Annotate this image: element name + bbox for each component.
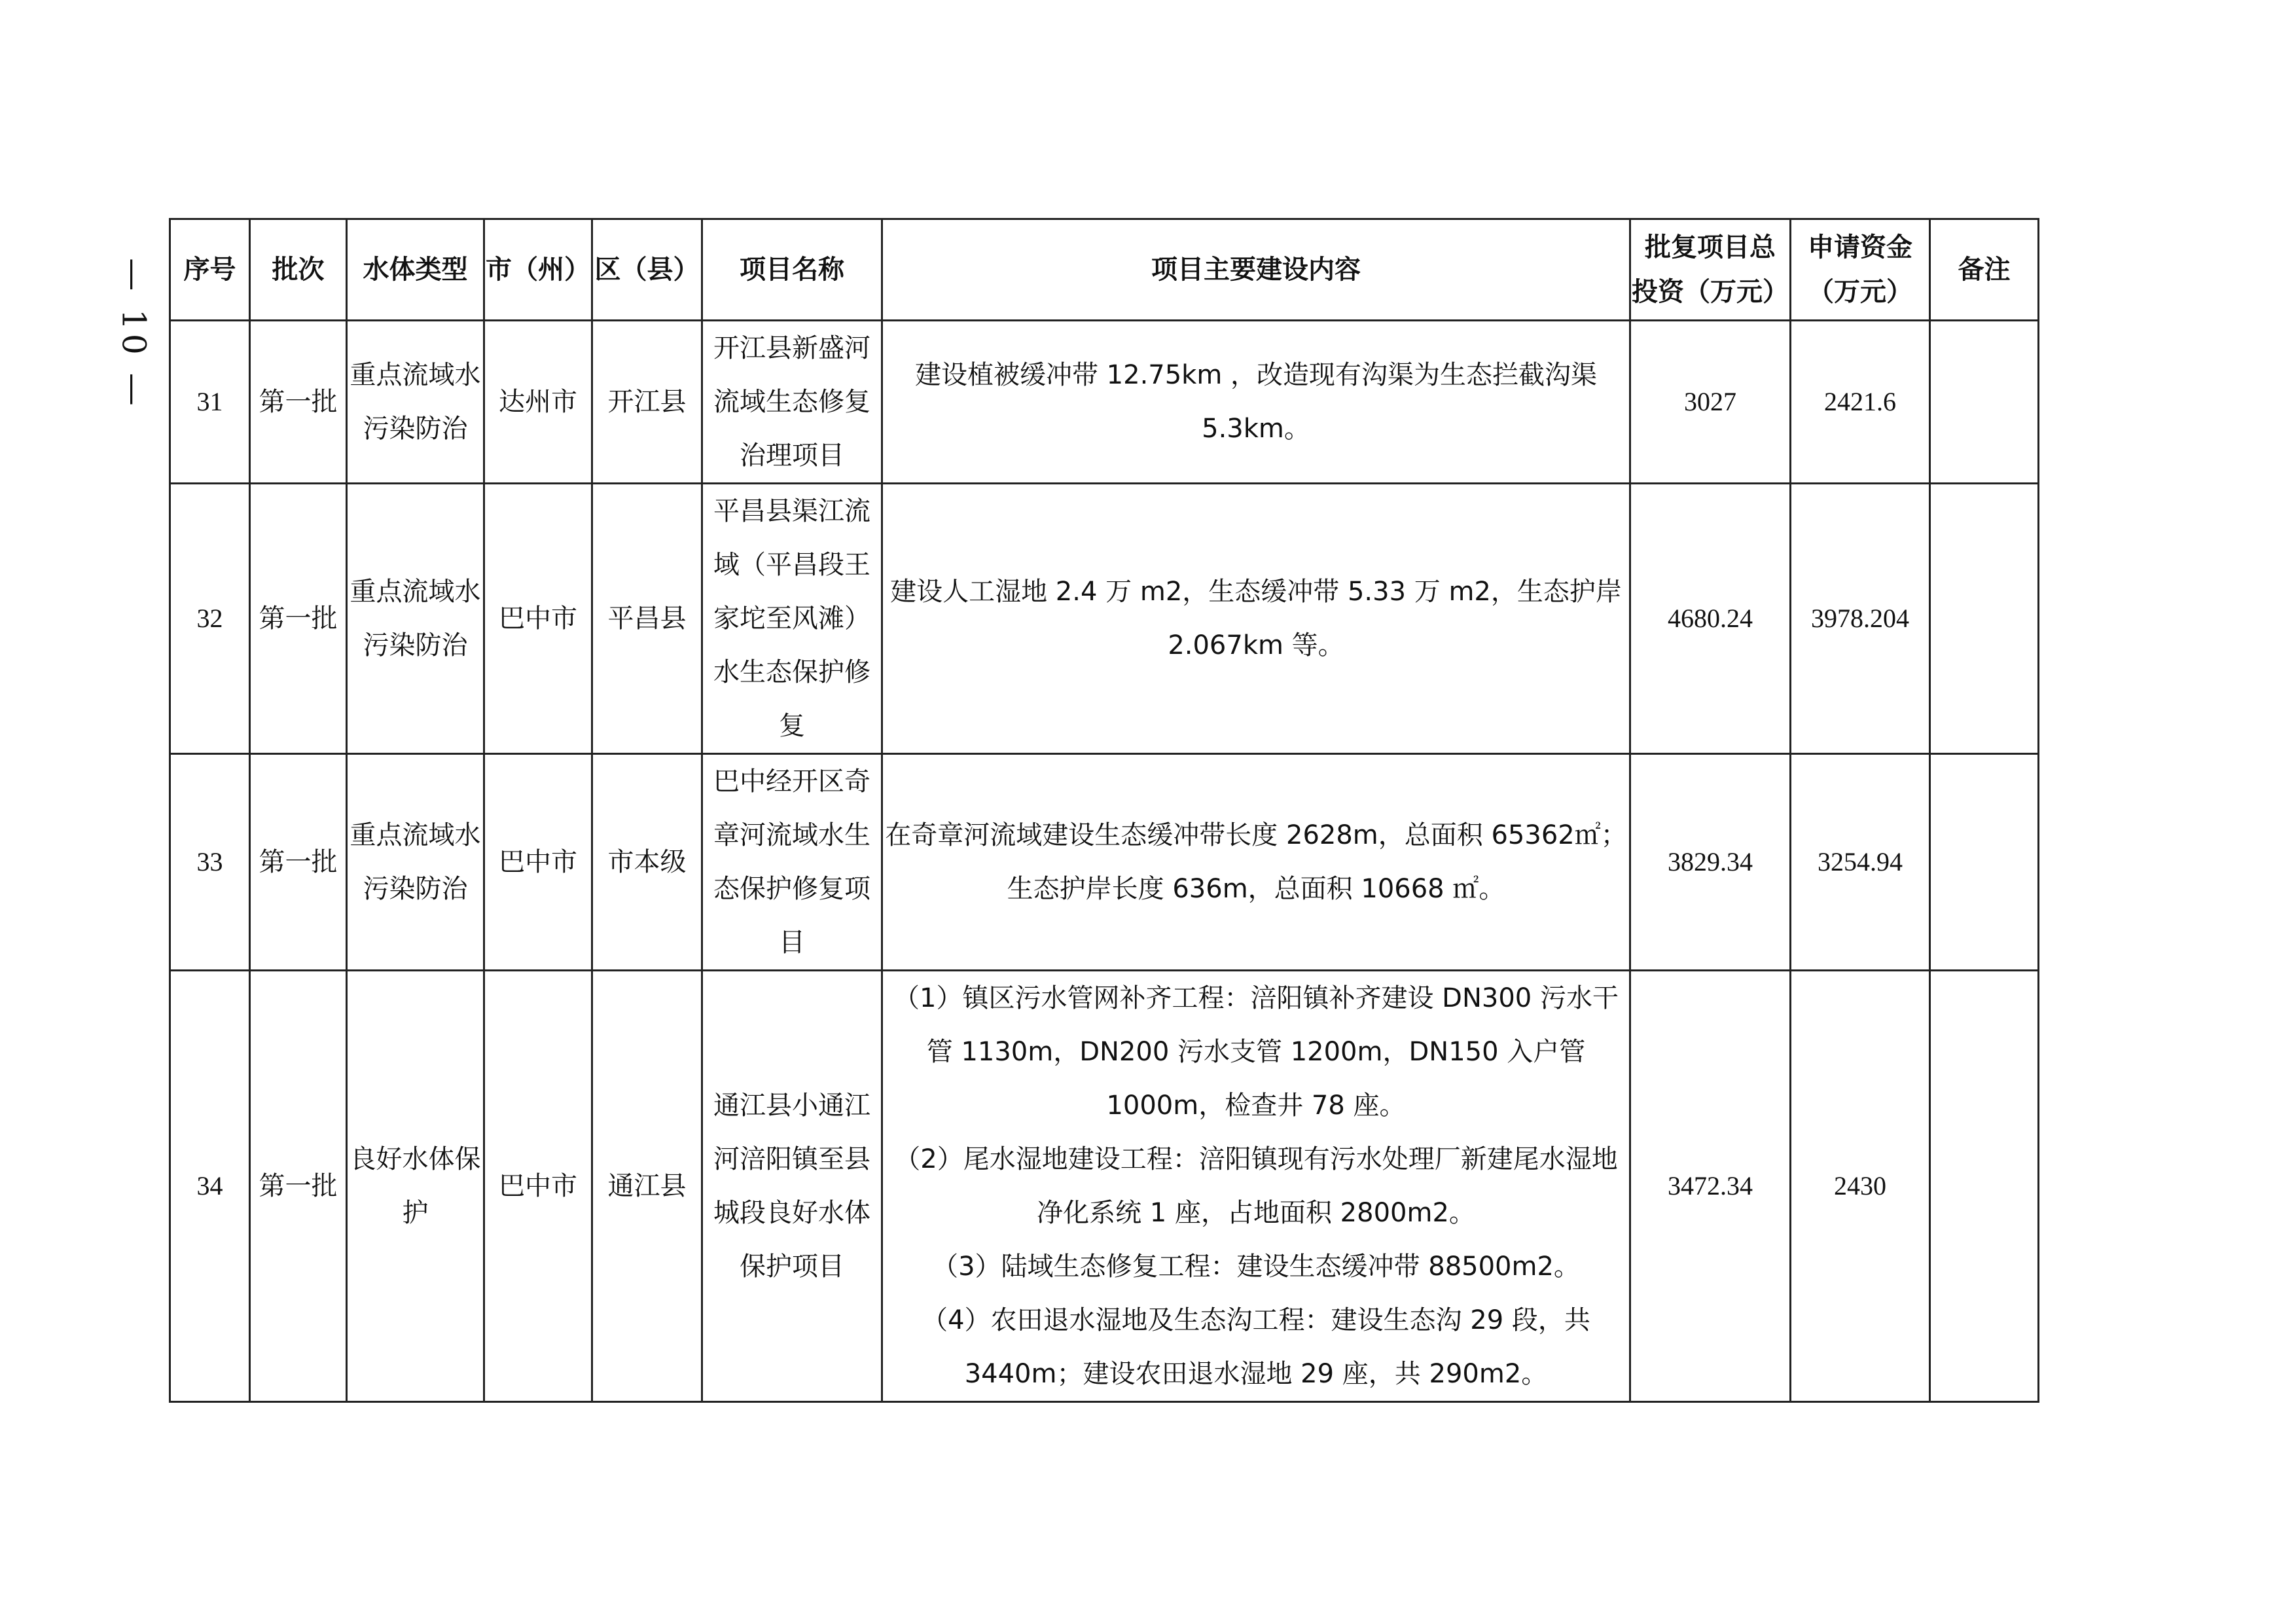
header-project-name: 项目名称 [702,219,882,321]
table-row [170,971,2039,1402]
header-remarks: 备注 [1930,219,2039,321]
cell-investment: 4680.24 [1630,484,1791,754]
cell-water-type: 良好水体保护 [347,971,484,1402]
cell-funds: 3254.94 [1791,754,1930,971]
cell-funds: 2430 [1791,971,1930,1402]
header-city: 市（州） [484,219,592,321]
header-content: 项目主要建设内容 [882,219,1630,321]
header-seq: 序号 [170,219,250,321]
cell-content [882,484,1630,754]
cell-project-name: 巴中经开区奇章河流域水生态保护修复项目 [702,754,882,971]
cell-remarks [1930,971,2039,1402]
cell-city: 巴中市 [484,971,592,1402]
header-county: 区（县） [592,219,702,321]
header-investment-line2: 投资（万元） [1632,277,1789,307]
cell-investment: 3829.34 [1630,754,1791,971]
cell-county: 通江县 [592,971,702,1402]
cell-project-name: 通江县小通江河涪阳镇至县城段良好水体保护项目 [702,971,882,1402]
table-row [170,484,2039,754]
header-investment-line1: 批复项目总 [1645,232,1776,262]
cell-county: 开江县 [592,321,702,484]
cell-seq: 32 [170,484,250,754]
table-row [170,754,2039,971]
table-row [170,321,2039,484]
content-paragraph: （2）尾水湿地建设工程：涪阳镇现有污水处理厂新建尾水湿地净化系统 1 座，占地面积 2800m2。 [894,1144,1618,1228]
cell-water-type: 重点流域水污染防治 [347,484,484,754]
cell-remarks [1930,484,2039,754]
cell-project-name: 平昌县渠江流域（平昌段王家坨至风滩）水生态保护修复 [702,484,882,754]
header-water-type: 水体类型 [347,219,484,321]
cell-batch: 第一批 [250,321,347,484]
cell-funds: 3978.204 [1791,484,1930,754]
header-funds-line1: 申请资金 [1808,232,1912,262]
cell-batch: 第一批 [250,484,347,754]
cell-seq: 33 [170,754,250,971]
cell-content [882,754,1630,971]
cell-investment: 3027 [1630,321,1791,484]
content-paragraph: 建设人工湿地 2.4 万 m2，生态缓冲带 5.33 万 m2，生态护岸2.067km 等。 [890,577,1622,660]
cell-content [882,321,1630,484]
page-number [98,236,170,432]
cell-project-name: 开江县新盛河流域生态修复治理项目 [702,321,882,484]
content-paragraph: （4）农田退水湿地及生态沟工程：建设生态沟 29 段，共3440m；建设农田退水湿地 29 座，共 290m2。 [922,1305,1590,1389]
cell-remarks [1930,321,2039,484]
header-investment [1630,219,1791,321]
project-table [169,218,2039,1403]
cell-county: 市本级 [592,754,702,971]
cell-batch: 第一批 [250,971,347,1402]
cell-seq: 31 [170,321,250,484]
cell-seq: 34 [170,971,250,1402]
content-paragraph: 建设植被缓冲带 12.75km ，改造现有沟渠为生态拦截沟渠5.3km。 [914,360,1598,444]
table-header-row [170,219,2039,321]
content-paragraph: 在奇章河流域建设生态缓冲带长度 2628m，总面积 65362㎡；生态护岸长度 636m，总面积 10668 ㎡。 [885,820,1627,904]
header-funds-line2: （万元） [1808,277,1912,307]
header-batch: 批次 [250,219,347,321]
content-paragraph: （1）镇区污水管网补齐工程：涪阳镇补齐建设 DN300 污水干管 1130m，DN200 污水支管 1200m，DN150 入户管 1000m，检查井 78 座。 [893,983,1619,1121]
cell-county: 平昌县 [592,484,702,754]
header-funds [1791,219,1930,321]
cell-funds: 2421.6 [1791,321,1930,484]
page-number-text: — 10 — [115,258,154,410]
cell-city: 巴中市 [484,484,592,754]
cell-water-type: 重点流域水污染防治 [347,754,484,971]
cell-water-type: 重点流域水污染防治 [347,321,484,484]
cell-city: 巴中市 [484,754,592,971]
cell-content [882,971,1630,1402]
cell-city: 达州市 [484,321,592,484]
content-paragraph: （3）陆域生态修复工程：建设生态缓冲带 88500m2。 [932,1252,1580,1282]
cell-batch: 第一批 [250,754,347,971]
cell-remarks [1930,754,2039,971]
cell-investment: 3472.34 [1630,971,1791,1402]
